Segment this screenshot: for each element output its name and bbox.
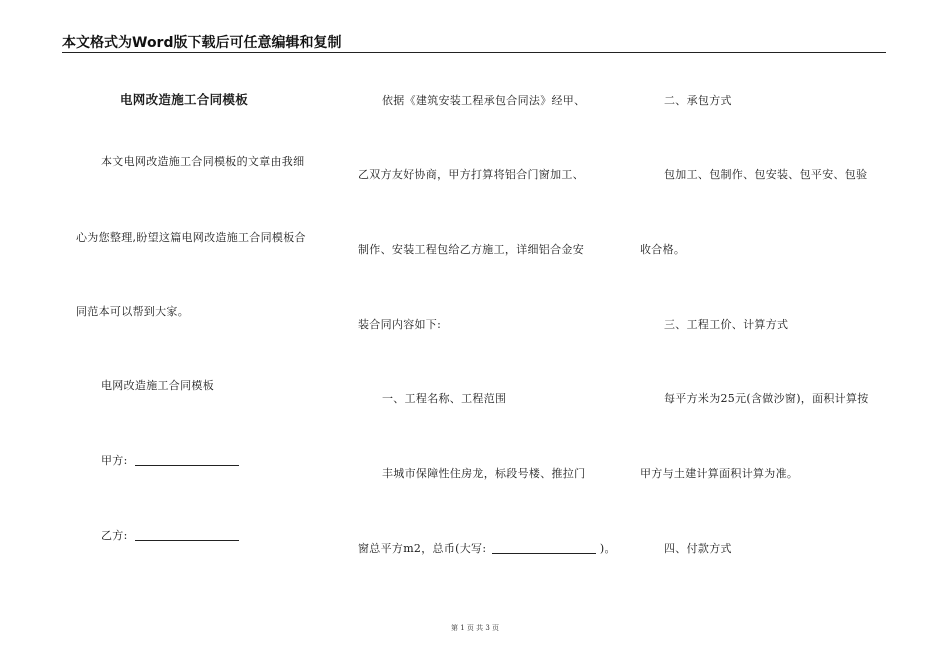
col2-line-2: 乙双方友好协商，甲方打算将铝合门窗加工、 — [358, 168, 584, 181]
col2-line-3: 制作、安装工程包给乙方施工，详细铝合金安 — [358, 243, 584, 256]
col3-line-3: 收合格。 — [640, 243, 686, 256]
contract-subtitle: 电网改造施工合同模板 — [101, 379, 214, 392]
page-footer: 第 1 页 共 3 页 — [450, 624, 500, 632]
party-a-label: 甲方: — [101, 454, 128, 467]
intro-line-2: 心为您整理,盼望这篇电网改造施工合同模板合 — [76, 231, 306, 244]
col3-line-6: 甲方与土建计算面积计算为准。 — [640, 467, 799, 480]
party-a-row — [101, 454, 239, 468]
col2-line-6: 丰城市保障性住房龙，标段号楼、推拉门 — [382, 467, 586, 480]
total-price-close: )。 — [599, 542, 616, 555]
total-price-blank — [492, 542, 596, 554]
col2-line-1: 依据《建筑安装工程承包合同法》经甲、 — [382, 94, 586, 107]
intro-line-3: 同范本可以帮到大家。 — [76, 305, 189, 318]
party-b-blank — [135, 529, 239, 541]
header-text: 本文格式为Word版下载后可任意编辑和复制 — [62, 35, 342, 51]
section-3-heading: 三、工程工价、计算方式 — [664, 318, 789, 331]
section-1-heading: 一、工程名称、工程范围 — [382, 392, 507, 405]
col2-line-4: 装合同内容如下: — [358, 318, 442, 331]
party-b-label: 乙方: — [101, 529, 128, 542]
total-price-label: 窗总平方m2，总币(大写: — [358, 542, 487, 555]
page-header — [62, 34, 886, 53]
col3-line-2: 包加工、包制作、包安装、包平安、包验 — [664, 168, 868, 181]
document-title: 电网改造施工合同模板 — [120, 92, 249, 107]
party-a-blank — [135, 454, 239, 466]
intro-line-1: 本文电网改造施工合同模板的文章由我细 — [101, 155, 305, 168]
party-b-row — [101, 529, 239, 543]
section-4-heading: 四、付款方式 — [664, 542, 732, 555]
col3-line-5: 每平方米为25元(含做沙窗)，面积计算按 — [664, 392, 869, 405]
col2-line-7 — [358, 542, 616, 556]
section-2-heading: 二、承包方式 — [664, 94, 732, 107]
